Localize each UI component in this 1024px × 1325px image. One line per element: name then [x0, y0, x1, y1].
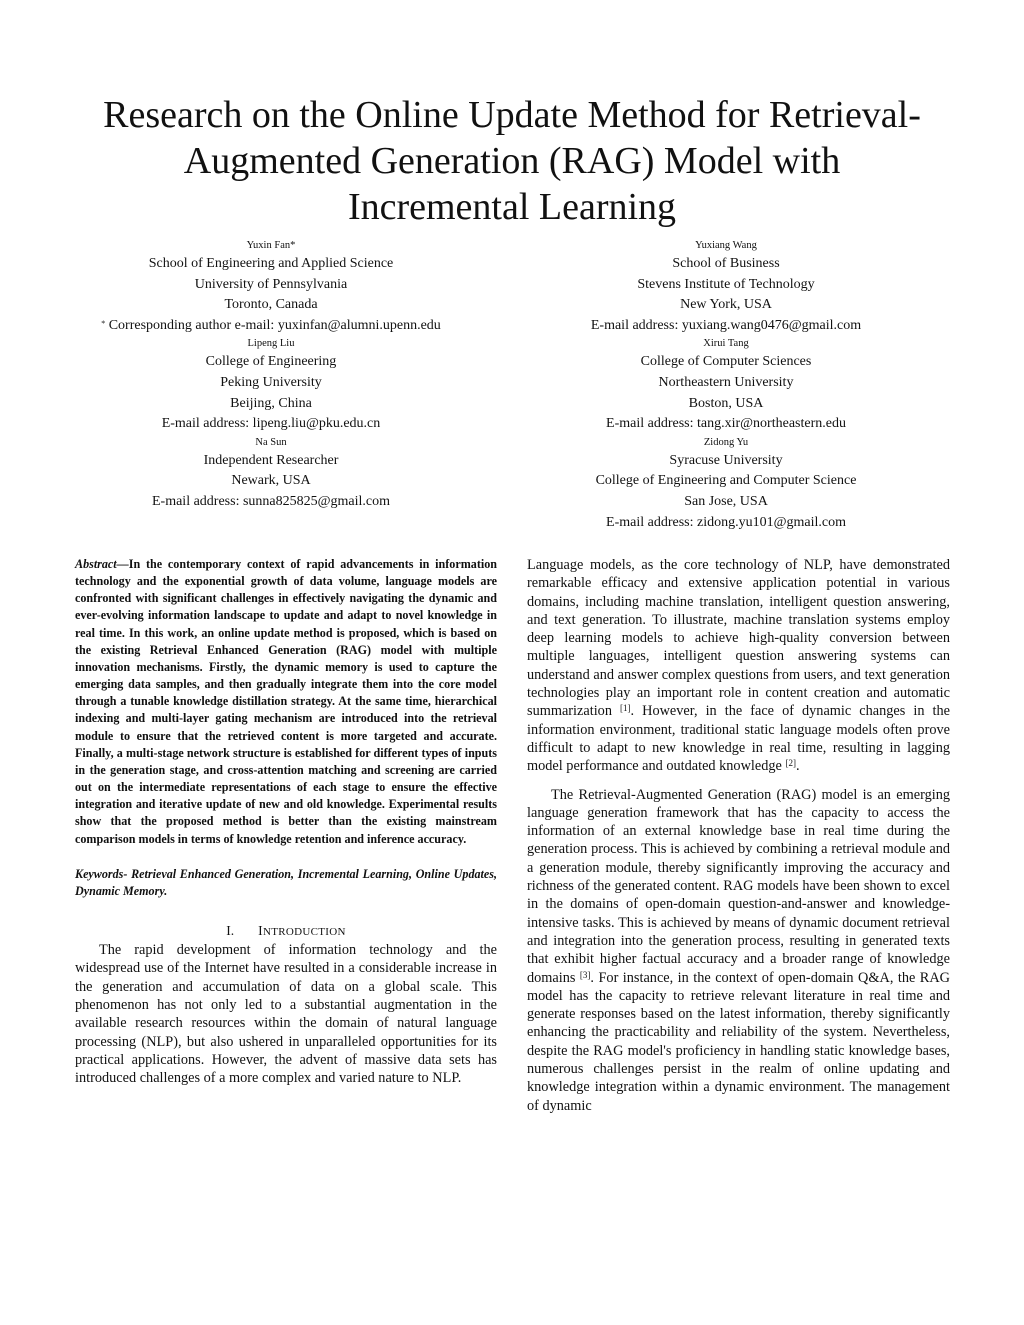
author-block [520, 238, 932, 336]
abstract-label: Abstract— [75, 557, 129, 571]
title-line-3: Incremental Learning [347, 186, 677, 228]
section-number: I. [226, 923, 235, 939]
paragraph-text: . [795, 758, 800, 775]
paragraph [527, 786, 950, 1115]
author-affiliation: Beijing, China [230, 395, 312, 411]
author-name: Xirui Tang [703, 338, 749, 350]
author-block [65, 336, 477, 434]
paragraph: The rapid development of information technology and the widespread use of the Internet have resulted in a considerable increase in the generation and accumulation of data on a global scale. This phenomenon has not only led to a substantial augmentation in the available research resources within the domain of natural language processing (NLP), but also ushered in unparalleled opportunities for its practical applications. However, the advent of massive data sets has introduced challenges of a more complex and varied nature to NLP. [75, 942, 497, 1087]
paragraph-text: . However, in the face of dynamic changes in the information environment, traditional static language models often prove difficult to adapt to new knowledge in real time, resulting in lagging model performance and outdated knowledge [527, 703, 950, 775]
author-name: Zidong Yu [703, 436, 749, 448]
author-affiliation: Syracuse University [669, 452, 783, 468]
citation[interactable]: [3] [579, 969, 591, 980]
author-email-text: Corresponding author e-mail: yuxinfan@alumni.upenn.edu [108, 317, 441, 333]
abstract-text: In the contemporary context of rapid advancements in information technology and the exponential growth of data volume, language models are confronted with significant challenges in effectively navigating the dynamic and ever-evolving information landscape to update and adapt to novel knowledge in real time. In this work, an online update method is proposed, which is based on the existing Retrieval Enhanced Generation (RAG) model with multiple innovation mechanisms. Firstly, the dynamic memory is used to capture the emerging data samples, and then gradually integrate them into the core model through a tunable knowledge distillation strategy. At the same time, hierarchical indexing and multi-layer gating mechanism are introduced into the retrieval module to ensure that the retrieved content is more targeted and accurate. Finally, a multi-stage network structure is established for different types of inputs in the generation stage, and cross-attention matching and screening are carried out on the intermediate representations of each stage to ensure the effective integration and iterative update of new and old knowledge. Experimental results show that the proposed method is better than the existing mainstream comparison models in terms of knowledge retention and inference accuracy. [75, 557, 497, 846]
citation[interactable]: [2] [785, 758, 796, 769]
author-affiliation: School of Engineering and Applied Science [148, 256, 394, 271]
author-email: E-mail address: lipeng.liu@pku.edu.cn [161, 416, 381, 432]
author-name: Yuxin Fan* [246, 240, 296, 251]
author-email: E-mail address: sunna825825@gmail.com [151, 493, 390, 509]
author-affiliation: San Jose, USA [684, 493, 768, 509]
author-block [65, 238, 477, 336]
paper-title [40, 92, 984, 230]
author-affiliation: New York, USA [680, 297, 772, 313]
authors-right-column [520, 238, 932, 533]
author-affiliation: Independent Researcher [203, 452, 339, 468]
intro-body-right [527, 556, 950, 1115]
author-affiliation: School of Business [672, 256, 780, 271]
section-heading [75, 922, 497, 941]
author-email: E-mail address: tang.xir@northeastern.edu [606, 416, 846, 432]
author-affiliation: College of Engineering and Computer Science [595, 473, 857, 489]
author-affiliation: Northeastern University [658, 374, 794, 390]
abstract [75, 556, 497, 848]
paragraph-text: Language models, as the core technology of NLP, have demonstrated remarkable efficacy and extensive application potential in various domains, including machine translation, intelligent question answering, and text generation. To illustrate, machine translation systems employ deep learning models to achieve high-quality conversion between multiple languages, intelligent question answering systems can understand and answer complex questions from users, and text generation technologies play an important role in content creation and automatic summarization [527, 557, 950, 720]
author-email: E-mail address: zidong.yu101@gmail.com [606, 514, 846, 530]
corresponding-mark: * [101, 318, 106, 328]
right-text-column [527, 556, 950, 1115]
paragraph-text: The Retrieval-Augmented Generation (RAG) model is an emerging language generation framework that has the capacity to access the information of an external knowledge base in real time during the generation process. This is achieved by combining a retrieval module and a generation module, thereby significantly improving the accuracy and richness of the generated content. RAG models have been shown to excel in the domains of open-domain question-and-answer and knowledge-intensive tasks. This is achieved by means of dynamic document retrieval and integration into the generation process, resulting in generated texts that exhibit higher factual accuracy and a broader range of knowledge domains [527, 786, 950, 986]
author-affiliation: Boston, USA [688, 395, 764, 411]
author-name: Yuxiang Wang [695, 240, 757, 251]
authors-left-column [65, 238, 477, 513]
author-affiliation: University of Pennsylvania [194, 276, 348, 292]
author-affiliation: Toronto, Canada [224, 297, 318, 313]
citation[interactable]: [1] [620, 703, 631, 714]
author-affiliation: College of Engineering [205, 354, 337, 370]
author-affiliation: Newark, USA [231, 473, 311, 489]
author-name: Lipeng Liu [247, 338, 295, 350]
paragraph-text: . For instance, in the context of open-domain Q&A, the RAG model has the capacity to retrieve relevant literature in real time and generate responses based on the latest information, thereby significantly enhancing the practicability and reliability of the system. Nevertheless, despite the RAG model's proficiency in handling static knowledge bases, numerous challenges persist in the realm of online updating and knowledge integration within a dynamic environment. The management of dynamic [527, 969, 950, 1114]
author-block [520, 435, 932, 533]
author-email: E-mail address: yuxiang.wang0476@gmail.com [590, 317, 862, 333]
author-block [520, 336, 932, 434]
keywords: Keywords- Retrieval Enhanced Generation, Incremental Learning, Online Updates, Dynamic Memory. [75, 866, 497, 898]
left-text-column [75, 556, 497, 1087]
author-affiliation: Peking University [220, 374, 322, 390]
title-line-1: Research on the Online Update Method for Retrieval- [103, 94, 921, 136]
title-line-2: Augmented Generation (RAG) Model with [183, 140, 841, 182]
author-affiliation: Stevens Institute of Technology [637, 276, 815, 292]
author-email [65, 316, 477, 337]
author-affiliation: College of Computer Sciences [640, 354, 812, 370]
author-name: Na Sun [255, 436, 287, 448]
paragraph [527, 556, 950, 776]
section-title: INTRODUCTION [258, 923, 346, 939]
intro-body-left [75, 941, 497, 1087]
author-block [65, 435, 477, 513]
